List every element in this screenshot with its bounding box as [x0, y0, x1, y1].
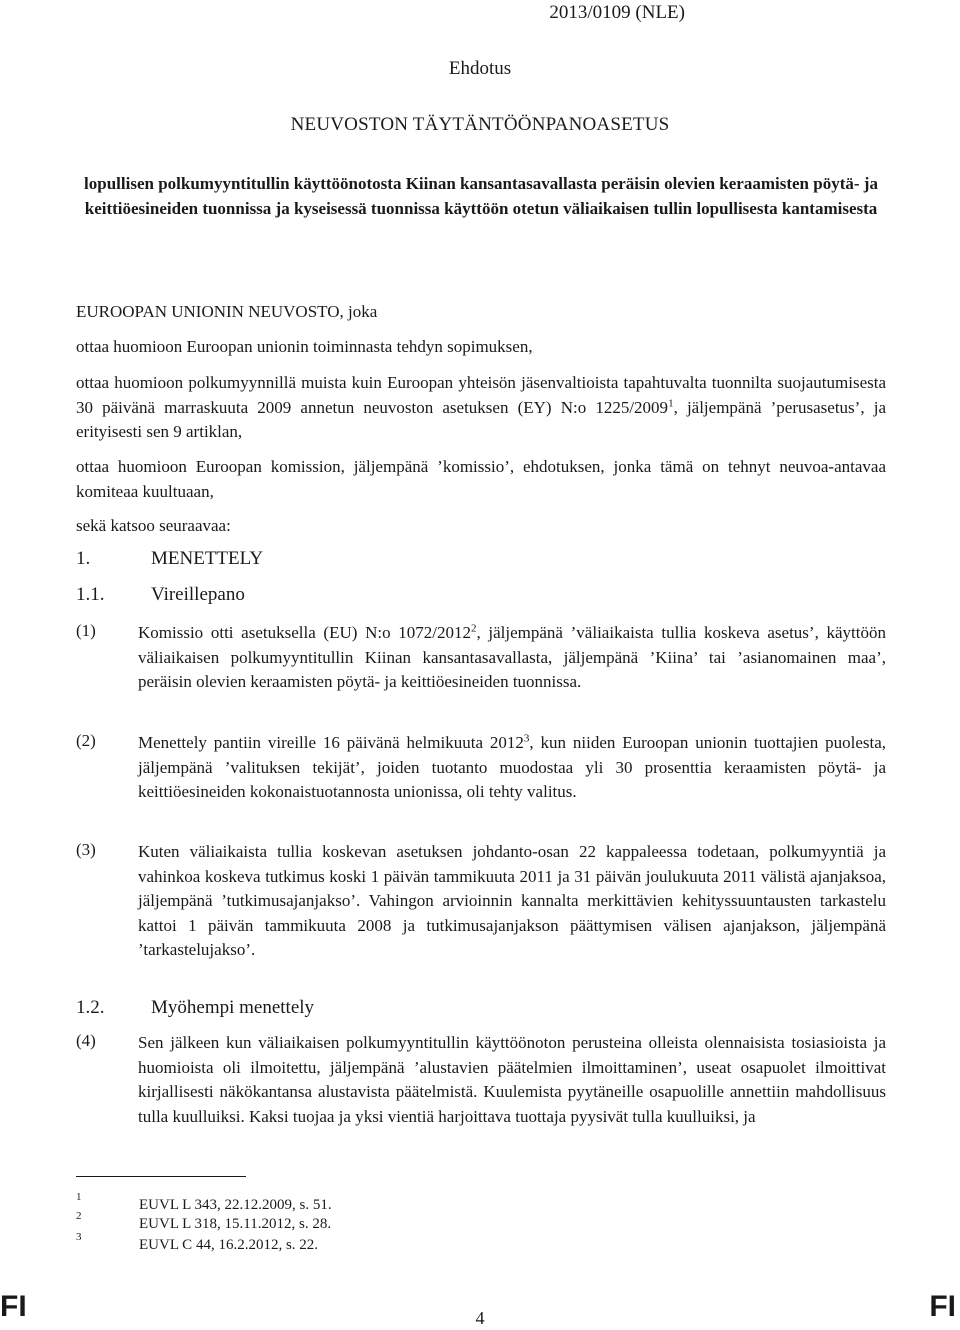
recital-1-text [138, 621, 886, 695]
section-1-2-title: Myöhempi menettely [151, 997, 315, 1018]
recital-1-text-a: Komissio otti asetuksella (EU) N:o 1072/2012 [138, 623, 471, 642]
document-type: NEUVOSTON TÄYTÄNTÖÖNPANOASETUS [290, 114, 670, 135]
recital-2-number: (2) [76, 731, 96, 750]
document-title: lopullisen polkumyyntitullin käyttöönotosta Kiinan kansantasavallasta peräisin olevien keraamisten pöytä- ja keittiöesineiden tuonnissa ja kyseisessä tuonnissa käyttöön otetun väliaikaisen tullin lopullisesta kantamisesta [84, 174, 878, 218]
footer-language-left: FI [0, 1290, 27, 1323]
recital-4-text: Sen jälkeen kun väliaikaisen polkumyyntitullin käyttöönoton perusteina olleista olennaisista tosiasioista ja huomioista oli ilmoitettu, jäljempänä ’alustavien päätelmien ilmoittaminen’, useat osapuolet ilmoittivat kirjallisesti näkökantansa alustavista päätelmistä. Kuulemista pyytäneille osapuolille annettiin mahdollisuus tulla kuulluiksi. Kaksi tuojaa ja yksi vientiä harjoittava tuottaja pyysivät tulla kuulluiksi, ja [138, 1033, 886, 1126]
proposal-label: Ehdotus [448, 58, 512, 79]
footnote-2-number: 2 [76, 1210, 82, 1222]
footnote-ref-1: 1 [668, 396, 674, 409]
footnote-3-text: EUVL C 44, 16.2.2012, s. 22. [139, 1237, 319, 1253]
footnote-1-text: EUVL L 343, 22.12.2009, s. 51. [139, 1197, 332, 1213]
recital-2-text-a: Menettely pantiin vireille 16 päivänä helmikuuta 2012 [138, 733, 524, 752]
preamble-council: EUROOPAN UNIONIN NEUVOSTO, joka [76, 302, 378, 321]
recital-commission: ottaa huomioon Euroopan komission, jäljempänä ’komissio’, ehdotuksen, jonka tämä on tehnyt neuvoa-antavaa komiteaa kuultuaan, [76, 457, 886, 501]
footnote-ref-2: 2 [470, 622, 477, 635]
footer-language-right: FI [929, 1290, 956, 1323]
document-reference: 2013/0109 (NLE) [549, 2, 685, 23]
recital-4-number: (4) [76, 1031, 96, 1050]
recital-1-text-b: , jäljempänä ’väliaikaista tullia koskeva asetus’, käyttöön väliaikaisen polkumyyntitullin Kiinan kansantasavallasta, jäljempänä ’Kiina’ tai ’asianomainen maa’, peräisin olevien keraamisten pöytä- ja keittiöesineiden tuonnissa. [138, 623, 886, 691]
footnote-1-number: 1 [76, 1191, 82, 1203]
section-1-1-title: Vireillepano [151, 584, 245, 605]
section-1-2-number: 1.2. [76, 997, 105, 1018]
section-1-1-number: 1.1. [76, 584, 105, 605]
page-number: 4 [475, 1308, 485, 1328]
recital-basic-regulation-text-cont: , jäljempänä ’perusasetus’, ja erityisesti sen 9 artiklan, [76, 397, 886, 441]
footnote-2-text: EUVL L 318, 15.11.2012, s. 28. [139, 1216, 332, 1232]
whereas-label: sekä katsoo seuraavaa: [76, 516, 231, 535]
footnote-separator [76, 1176, 246, 1177]
footnote-ref-3: 3 [523, 732, 530, 745]
recital-2-text [138, 731, 886, 805]
recital-3-number: (3) [76, 840, 96, 859]
section-1-number: 1. [76, 548, 91, 569]
recital-basic-regulation [76, 371, 886, 445]
recital-basic-regulation-text: ottaa huomioon polkumyynnillä muista kuin Euroopan yhteisön jäsenvaltioista tapahtuvalta tuonnilta suojautumisesta 30 päivänä marraskuuta 2009 annetun neuvoston asetuksen (EY) N:o 1225/2009 [76, 373, 886, 417]
footnote-3-number: 3 [76, 1231, 82, 1243]
recital-treaty: ottaa huomioon Euroopan unionin toiminnasta tehdyn sopimuksen, [76, 337, 533, 356]
recital-1-number: (1) [76, 621, 96, 640]
section-1-title: MENETTELY [151, 548, 264, 569]
recital-3-text: Kuten väliaikaista tullia koskevan asetuksen johdanto-osan 22 kappaleessa todetaan, polkumyyntiä ja vahinkoa koskeva tutkimus koski 1 päivän tammikuuta 2011 ja 31 päivän joulukuuta 2011 välistä ajanjaksoa, jäljempänä ’tutkimusajanjakso’. Vahingon arvioinnin kannalta merkittävien kehityssuuntausten tarkastelu kattoi 1 päivän tammikuuta 2008 ja tutkimusajanjakson päättymisen välisen ajanjakson, jäljempänä ’tarkastelujakso’. [138, 842, 886, 959]
recital-2-text-b: , kun niiden Euroopan unionin tuottajien puolesta, jäljempänä ’valituksen tekijät’, joiden tuotanto muodostaa yli 30 prosenttia keraamisten pöytä- ja keittiöesineiden kokonaistuotannosta unionissa, oli tehty valitus. [138, 733, 887, 801]
